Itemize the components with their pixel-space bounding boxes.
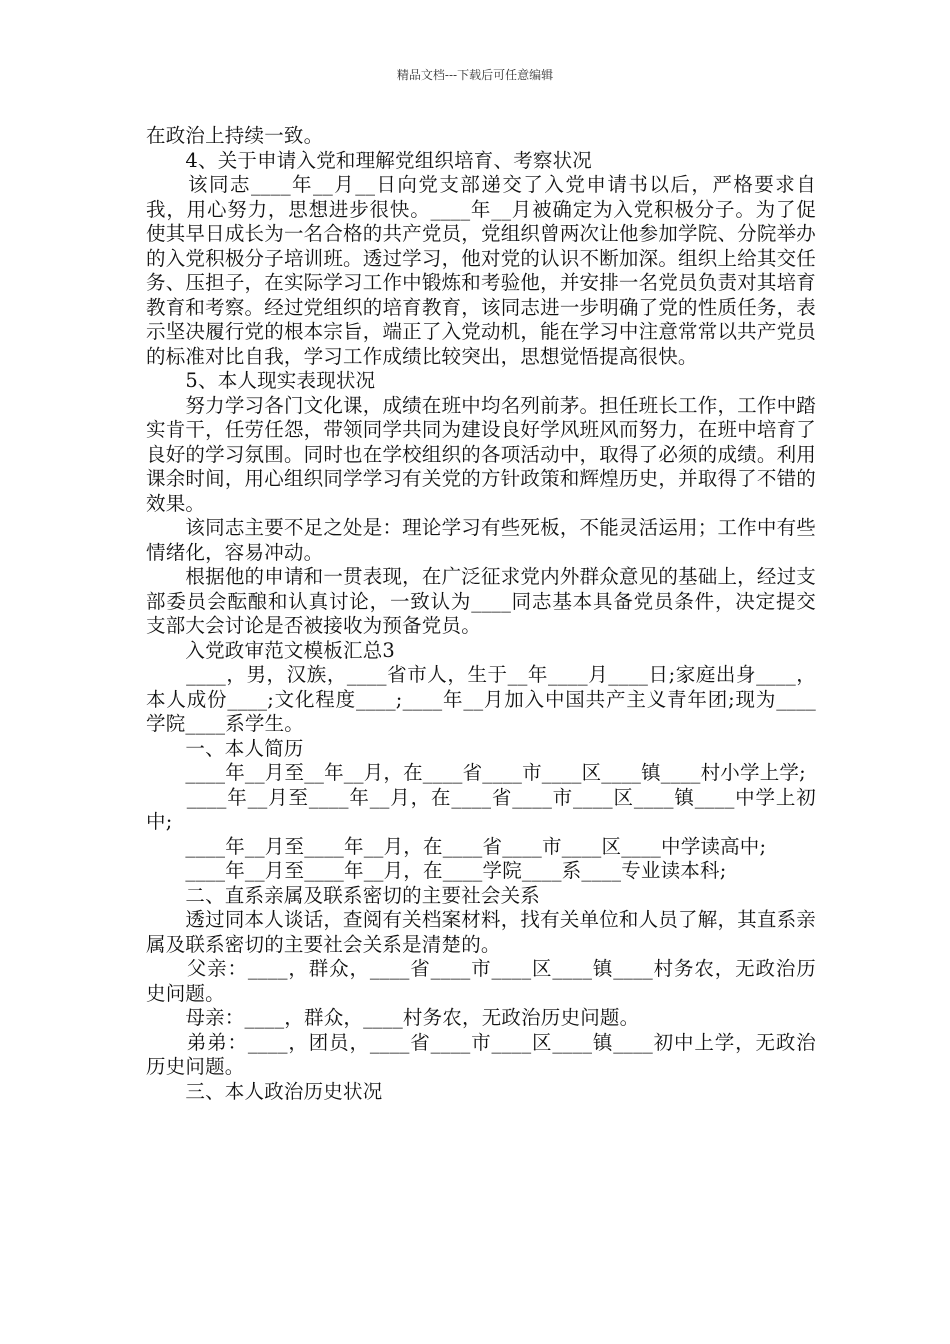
section-heading: 5、本人现实表现状况 — [146, 369, 376, 392]
paragraph: ____年__月至__年__月，在____省____市____区____镇____村小学上学; — [146, 761, 806, 784]
paragraph: 父亲：____，群众，____省____市____区____镇____村务农，无政治历史问题。 — [146, 957, 816, 1005]
section-heading: 一、本人简历 — [146, 736, 304, 760]
page-header: 精品文档---下载后可任意编辑 — [396, 68, 554, 82]
paragraph: 透过同本人谈话，查阅有关档案材料，找有关单位和人员了解，其直系亲属及联系密切的主要社会关系是清楚的。 — [146, 908, 816, 956]
paragraph: 母亲：____，群众，____村务农，无政治历史问题。 — [146, 1006, 640, 1029]
paragraph: 弟弟：____，团员，____省____市____区____镇____初中上学，无政治历史问题。 — [146, 1030, 816, 1078]
paragraph: ____，男，汉族，____省市人，生于__年____月____日;家庭出身____，本人成份____;文化程度____;____年__月加入中国共产主义青年团;现为____学院____系学生。 — [146, 663, 816, 735]
section-heading: 三、本人政治历史状况 — [146, 1079, 383, 1103]
paragraph: 根据他的申请和一贯表现，在广泛征求党内外群众意见的基础上，经过支部委员会酝酿和认真讨论，一致认为____同志基本具备党员条件，决定提交支部大会讨论是否被接收为预备党员。 — [146, 565, 816, 637]
document-body — [146, 124, 816, 1104]
paragraph: ____年__月至____年__月，在____省____市____区____中学读高中; — [146, 834, 767, 858]
paragraph: 该同志主要不足之处是：理论学习有些死板，不能灵活运用；工作中有些情绪化，容易冲动。 — [146, 516, 816, 564]
paragraph: 在政治上持续一致。 — [146, 124, 324, 147]
section-heading: 二、直系亲属及联系密切的主要社会关系 — [146, 883, 541, 907]
section-heading: 4、关于申请入党和理解党组织培育、考察状况 — [146, 148, 593, 172]
paragraph: 努力学习各门文化课，成绩在班中均名列前茅。担任班长工作，工作中踏实肯干，任劳任怨，带领同学共同为建设良好学风班风而努力，在班中培育了良好的学习氛围。同时也在学校组织的各项活动中，取得了必须的成绩。利用课余时间，用心组织同学学习有关党的方针政策和辉煌历史，并取得了不错的效果。 — [146, 393, 816, 515]
paragraph: ____年__月至____年__月，在____省____市____区____镇____中学上初中; — [146, 785, 816, 833]
paragraph: 该同志____年__月__日向党支部递交了入党申请书以后，严格要求自我，用心努力，思想进步很快。____年__月被确定为入党积极分子。为了促使其早日成长为一名合格的共产党员，党组织曾两次让他参加学院、分院举办的入党积极分子培训班。透过学习，他对党的认识不断加深。组织上给其交任务、压担子，在实际学习工作中锻炼和考验他，并安排一名党员负责对其培育教育和考察。经过党组织的培育教育，该同志进一步明确了党的性质任务，表示坚决履行党的根本宗旨，端正了入党动机，能在学习中注意常常以共产党员的标准对比自我，学习工作成绩比较突出，思想觉悟提高很快。 — [146, 173, 816, 368]
paragraph: ____年__月至____年__月，在____学院____系____专业读本科; — [146, 859, 727, 882]
section-heading: 入党政审范文模板汇总3 — [146, 638, 396, 662]
